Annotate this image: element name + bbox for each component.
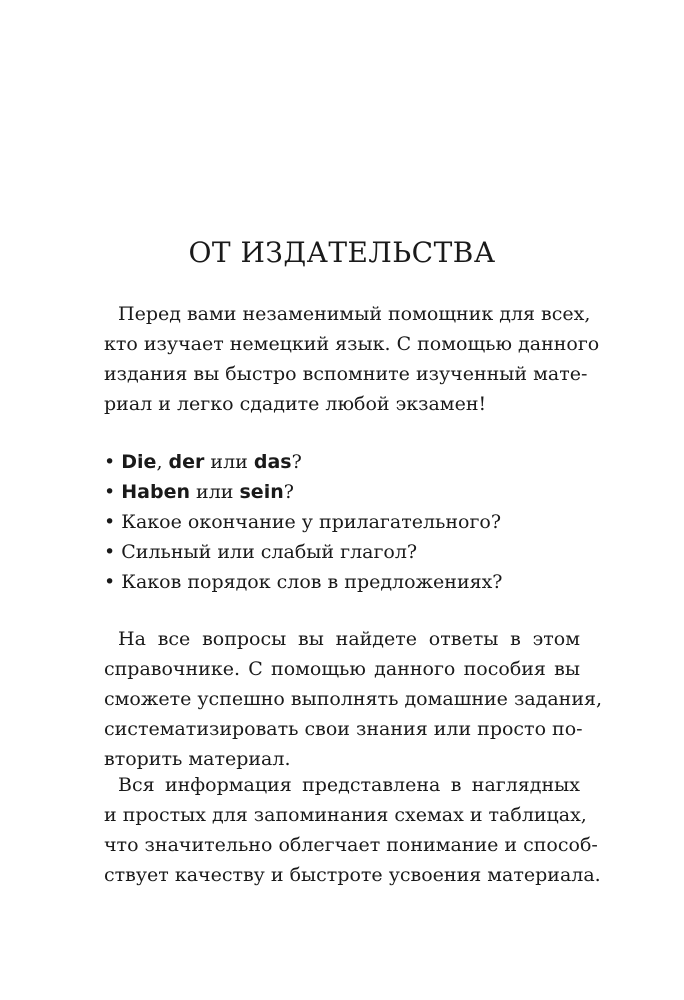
separator: или: [190, 481, 240, 503]
page-title: ОТ ИЗДАТЕЛЬСТВА: [188, 236, 496, 269]
bullet-icon: •: [104, 511, 116, 533]
bullet-icon: •: [104, 481, 116, 503]
bullet-icon: •: [104, 451, 116, 473]
text-line: сможете успешно выполнять домашние задания,: [104, 688, 603, 710]
text-line: Вся информация представлена в наглядных: [118, 774, 580, 796]
text-line: На все вопросы вы найдете ответы в этом: [118, 628, 580, 650]
text-line: справочнике. С помощью данного пособия вы: [104, 658, 580, 680]
info-paragraph: [104, 770, 601, 890]
list-item-text: Каков порядок слов в предложениях?: [121, 571, 503, 593]
verb-sein: sein: [239, 481, 284, 503]
text-line: и простых для запоминания схемах и таблицах,: [104, 804, 587, 826]
article-die: Die: [121, 451, 157, 473]
list-item: [104, 537, 503, 567]
separator: ,: [156, 451, 169, 473]
text-line: кто изучает немецкий язык. С помощью данного: [104, 333, 600, 355]
text-line: риал и легко сдадите любой экзамен!: [104, 393, 487, 415]
question-mark: ?: [291, 451, 302, 473]
text-line: систематизировать свои знания или просто по-: [104, 718, 583, 740]
separator: или: [204, 451, 254, 473]
list-item: [104, 567, 503, 597]
text-line: Перед вами незаменимый помощник для всех,: [118, 303, 591, 325]
text-line: издания вы быстро вспомните изученный мате-: [104, 363, 588, 385]
text-line: ствует качеству и быстроте усвоения материала.: [104, 864, 601, 886]
list-item-text: Сильный или слабый глагол?: [121, 541, 418, 563]
list-item: [104, 477, 503, 507]
text-line: что значительно облегчает понимание и способ-: [104, 834, 598, 856]
text-line: вторить материал.: [104, 748, 291, 770]
list-item-text: Какое окончание у прилагательного?: [121, 511, 502, 533]
verb-haben: Haben: [121, 481, 191, 503]
bullet-icon: •: [104, 541, 116, 563]
question-mark: ?: [283, 481, 294, 503]
bullet-icon: •: [104, 571, 116, 593]
article-das: das: [253, 451, 292, 473]
list-item: [104, 447, 503, 477]
intro-paragraph: [104, 299, 600, 419]
article-der: der: [168, 451, 205, 473]
list-item: [104, 507, 503, 537]
answers-paragraph: [104, 624, 603, 774]
question-list: [104, 447, 503, 597]
